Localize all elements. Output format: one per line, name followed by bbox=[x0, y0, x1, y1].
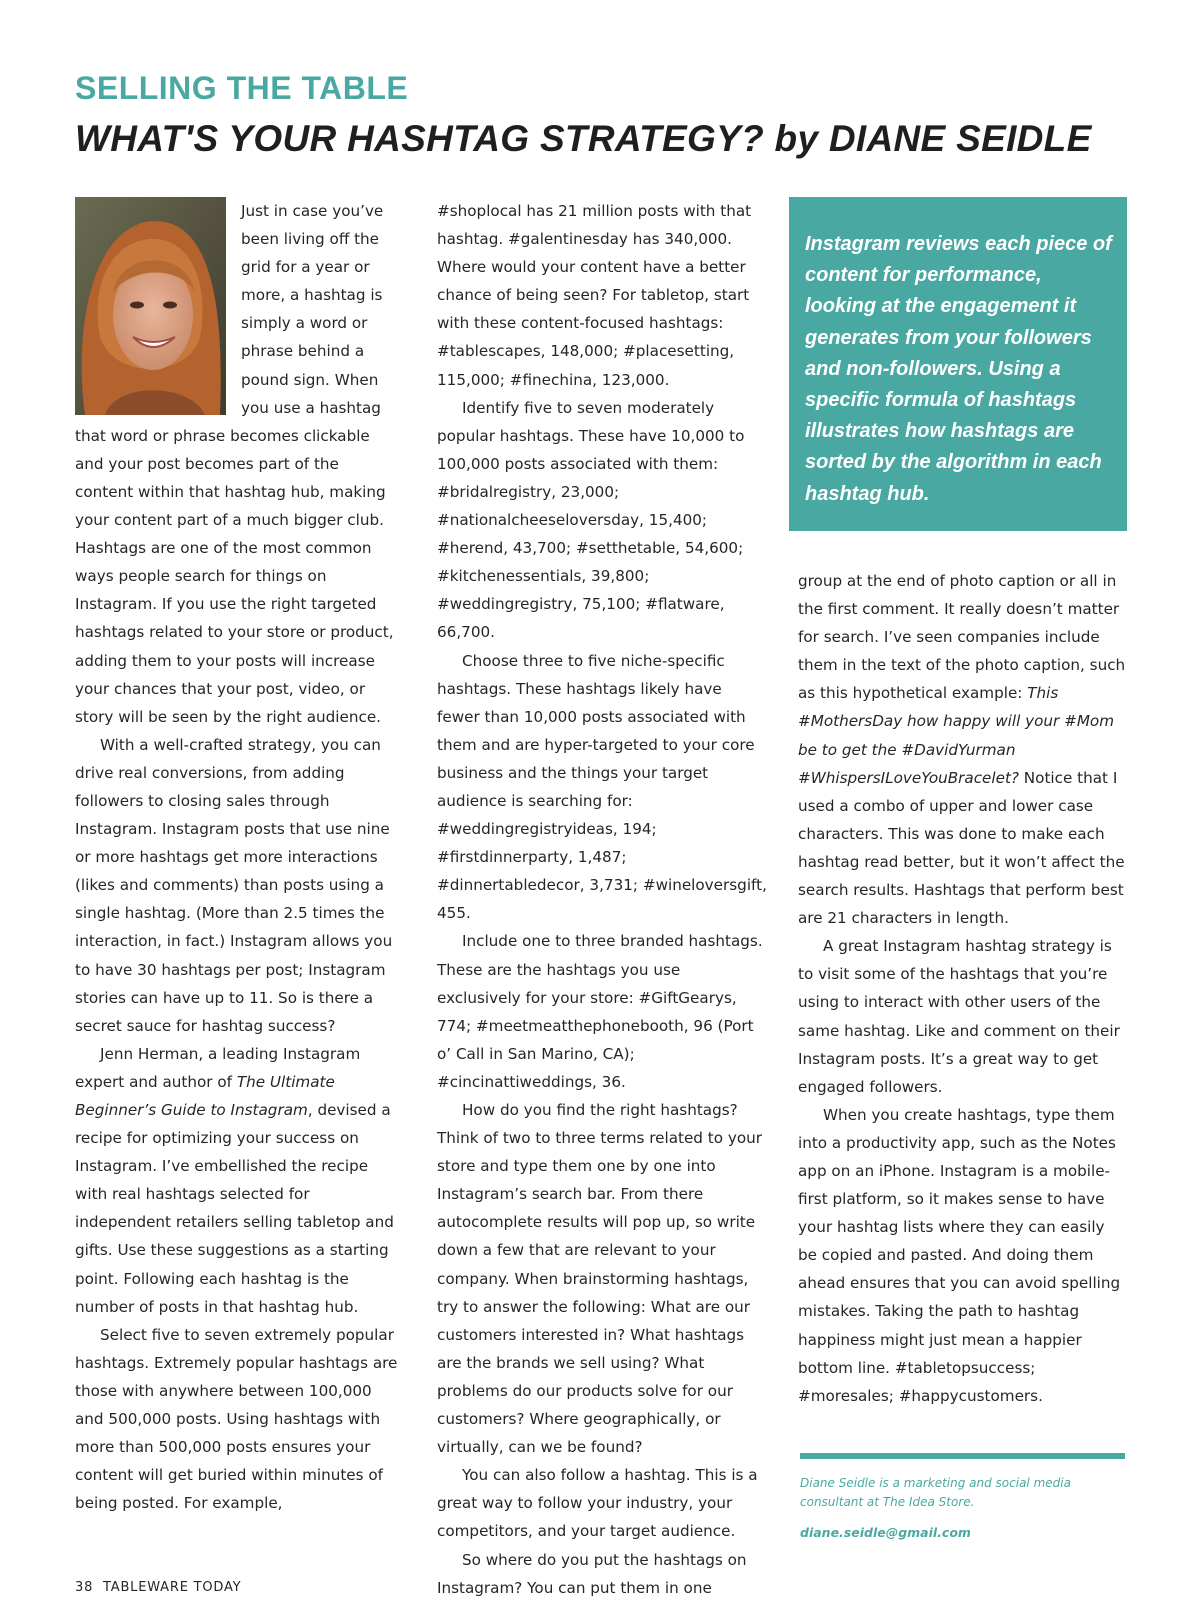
paragraph: #shoplocal has 21 million posts with that hashtag. #galentinesday has 340,000. Where would your content have a better chance of being seen? For tabletop, start with these content-focused hashtags: #tablescapes, 148,000; #placesetting, 115,000; #finechina, 123,000. bbox=[437, 202, 752, 389]
book-title: The Ultimate Beginner’s Guide to Instagram bbox=[75, 1072, 335, 1119]
paragraph: When you create hashtags, type them into a productivity app, such as the Notes app on an iPhone. Instagram is a mobile-first platform, so it makes sense to have your hashtag lists where they can easily be copied and pasted. And doing them ahead ensures that you can avoid spelling mistakes. Taking the path to hashtag happiness might just mean a happier bottom line. #tabletopsuccess; #moresales; #happycustomers. bbox=[798, 1105, 1121, 1405]
author-email-link[interactable]: diane.seidle@gmail.com bbox=[800, 1525, 971, 1540]
author-photo bbox=[75, 197, 226, 415]
example-caption: This #MothersDay how happy will your #Mom be to get the #DavidYurman #WhispersILoveYouBracelet? bbox=[798, 684, 1115, 787]
article-column-2 bbox=[437, 197, 767, 1602]
section-kicker: SELLING THE TABLE bbox=[75, 70, 409, 106]
paragraph: Just in case you’ve been living off the grid for a year or more, a hashtag is simply a word or phrase behind a pound sign. When you use a hashtag that word or phrase becomes clickable and your post becomes part of the content within that hashtag hub, making your content part of a much bigger club. Hashtags are one of the most common ways people search for things on Instagram. If you use the right targeted hashtags related to your store or product, adding them to your posts will increase your chances that your post, video, or story will be seen by the right audience. bbox=[75, 202, 394, 726]
paragraph bbox=[75, 1040, 400, 1321]
paragraph: You can also follow a hashtag. This is a great way to follow your industry, your competitors, and your target audience. bbox=[437, 1466, 758, 1541]
paragraph: How do you find the right hashtags? Think of two to three terms related to your store and type them one by one into Instagram’s search bar. From there autocomplete results will pop up, so write down a few that are relevant to your company. When brainstorming hashtags, try to answer the following: What are our customers interested in? What hashtags are the brands we sell using? What problems do our products solve for our customers? Where geographically, or virtually, can we be found? bbox=[437, 1101, 762, 1457]
paragraph: Identify five to seven moderately popular hashtags. These have 10,000 to 100,000 posts associated with them: #bridalregistry, 23,000; #nationalcheeseloversday, 15,400; #herend, 43,700; #setthetable, 54,600; #kitchenessentials, 39,800; #weddingregistry, 75,100; #flatware, 66,700. bbox=[437, 398, 745, 642]
author-bio: Diane Seidle is a marketing and social media consultant at The Idea Store. bbox=[800, 1476, 1071, 1509]
paragraph: So where do you put the hashtags on Instagram? You can put them in one bbox=[437, 1550, 747, 1597]
publication-name: TABLEWARE TODAY bbox=[103, 1580, 242, 1595]
paragraph-text: group at the end of photo caption or all in the first comment. It really doesn’t matter for search. I’ve seen companies include them in the text of the photo caption, such as this hypothetical example: bbox=[798, 572, 1126, 703]
paragraph: With a well-crafted strategy, you can drive real conversions, from adding followers to closing sales through Instagram. Instagram posts that use nine or more hashtags get more interactions (likes and comments) than posts using a single hashtag. (More than 2.5 times the interaction, in fact.) Instagram allows you to have 30 hashtags per post; Instagram stories can have up to 11. So is there a secret sauce for hashtag success? bbox=[75, 735, 393, 1035]
article-column-3 bbox=[798, 567, 1128, 1410]
paragraph-text: Jenn Herman, a leading Instagram expert and author of bbox=[75, 1044, 361, 1091]
pull-quote: Instagram reviews each piece of content for performance, looking at the engagement it generates from your followers and non-followers. Using a specific formula of hashtags illustrates how hashtags are sorted by the algorithm in each hashtag hub. bbox=[789, 197, 1127, 531]
article-column-1 bbox=[75, 197, 400, 1517]
bio-divider bbox=[800, 1453, 1125, 1459]
paragraph-text: , devised a recipe for optimizing your success on Instagram. I’ve embellished the recipe with real hashtags selected for independent retailers selling tabletop and gifts. Use these suggestions as a starting point. Following each hashtag is the number of posts in that hashtag hub. bbox=[75, 1101, 394, 1316]
page-footer bbox=[75, 1580, 241, 1595]
article-title: WHAT'S YOUR HASHTAG STRATEGY? by DIANE SEIDLE bbox=[75, 118, 1092, 159]
page-number: 38 bbox=[75, 1580, 94, 1595]
paragraph: A great Instagram hashtag strategy is to visit some of the hashtags that you’re using to interact with other users of the same hashtag. Like and comment on their Instagram posts. It’s a great way to get engaged followers. bbox=[798, 937, 1120, 1096]
paragraph: Select five to seven extremely popular hashtags. Extremely popular hashtags are those with anywhere between 100,000 and 500,000 posts. Using hashtags with more than 500,000 posts ensures your content will get buried within minutes of being posted. For example, bbox=[75, 1325, 398, 1513]
paragraph: Choose three to five niche-specific hashtags. These hashtags likely have fewer than 10,000 posts associated with them and are hyper-targeted to your core business and the things your target audience is searching for: #weddingregistryideas, 194; #firstdinnerparty, 1,487; #dinnertabledecor, 3,731; #wineloversgift, 455. bbox=[437, 651, 767, 923]
paragraph bbox=[798, 567, 1128, 932]
paragraph-text: Notice that I used a combo of upper and lower case characters. This was done to make each hashtag read better, but it won’t affect the search results. Hashtags that perform best are 21 characters in length. bbox=[798, 768, 1125, 928]
paragraph: Include one to three branded hashtags. These are the hashtags you use exclusively for your store: #GiftGearys, 774; #meetmeatthephonebooth, 96 (Port o’ Call in San Marino, CA); #cincinattiweddings, 36. bbox=[437, 932, 763, 1091]
